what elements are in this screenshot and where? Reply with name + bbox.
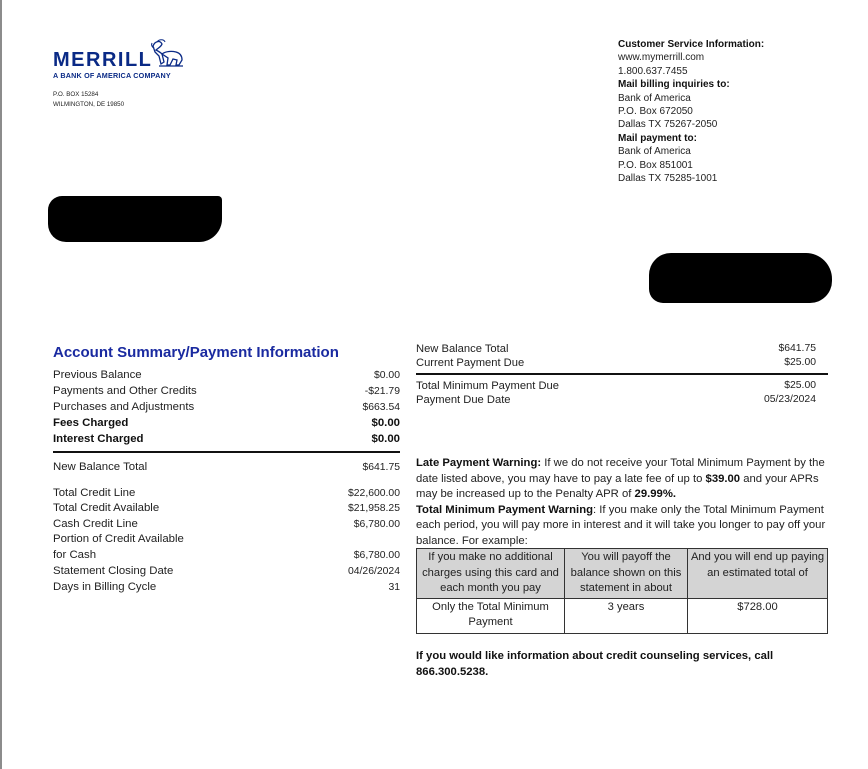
payment-row-due-date (416, 393, 816, 407)
row-value: $0.00 (371, 433, 400, 445)
row-value: $21,958.25 (347, 503, 400, 514)
payment-address-line: Dallas TX 75285-1001 (618, 173, 718, 185)
summary-row-credit-line (53, 486, 400, 501)
row-label: Fees Charged (53, 417, 129, 429)
summary-row-credit-available (53, 501, 400, 516)
billing-address-line: Bank of America (618, 92, 691, 104)
payment-row-new-balance (416, 342, 816, 356)
row-value: $663.54 (362, 402, 400, 413)
table-header-cell: If you make no additional charges using this card and each month you pay (417, 549, 565, 599)
redaction-mark (649, 253, 832, 303)
logo-tagline: A BANK OF AMERICA COMPANY (53, 71, 171, 80)
row-value: 04/26/2024 (347, 566, 400, 577)
table-cell: $728.00 (688, 598, 828, 633)
row-value: 31 (388, 582, 400, 593)
row-label: New Balance Total (53, 461, 148, 473)
row-label: Statement Closing Date (53, 565, 174, 577)
payment-mail-title: Mail payment to: (618, 132, 697, 144)
table-header-cell: And you will end up paying an estimated total of (688, 549, 828, 599)
row-label: Portion of Credit Available (53, 533, 184, 545)
payment-address-line: Bank of America (618, 146, 691, 158)
row-label: Previous Balance (53, 369, 142, 381)
row-value: $0.00 (373, 370, 400, 381)
row-value: $6,780.00 (353, 550, 400, 561)
row-value: $641.75 (362, 462, 400, 473)
row-value: $6,780.00 (353, 519, 400, 530)
return-address-line: WILMINGTON, DE 19850 (53, 101, 125, 108)
cs-title: Customer Service Information: (618, 39, 765, 50)
summary-row-new-balance (53, 460, 400, 475)
row-label: Current Payment Due (416, 357, 525, 369)
cs-phone: 1.800.637.7455 (618, 65, 688, 77)
row-label: for Cash (53, 549, 97, 561)
summary-row-cash-portion (53, 548, 400, 563)
page-edge (0, 0, 2, 769)
row-label: Interest Charged (53, 433, 144, 445)
payoff-estimate-table (416, 548, 828, 634)
logo-wordmark: MERRILL (53, 49, 153, 71)
billing-address-line: P.O. Box 672050 (618, 106, 693, 118)
summary-row-interest (53, 432, 400, 447)
summary-row-purchases (53, 400, 400, 415)
customer-service-info (618, 38, 764, 185)
row-label: Purchases and Adjustments (53, 401, 195, 413)
min-warning-title: Total Minimum Payment Warning (416, 503, 593, 516)
row-label: Payment Due Date (416, 394, 511, 406)
row-label: Days in Billing Cycle (53, 581, 157, 593)
row-value: $641.75 (778, 343, 816, 354)
late-warning-title: Late Payment Warning: (416, 457, 542, 469)
row-label: Cash Credit Line (53, 518, 138, 530)
divider (416, 373, 828, 375)
row-value: 05/23/2024 (763, 394, 816, 405)
table-header-cell: You will payoff the balance shown on this statement in about (565, 549, 688, 599)
merrill-logo (53, 38, 203, 82)
late-warning-text: If we do not receive your Total Minimum Payment by the date listed above, you may have to pay a late fee of up to (416, 457, 825, 485)
table-cell: Only the Total Minimum Payment (417, 598, 565, 633)
payment-warning (416, 456, 828, 550)
summary-row-cash-portion-heading (53, 532, 400, 547)
bull-icon (149, 38, 185, 68)
billing-inquiries-title: Mail billing inquiries to: (618, 79, 730, 91)
summary-row-fees (53, 416, 400, 431)
credit-counseling-note: If you would like information about credit counseling services, call 866.300.5238. (416, 650, 774, 678)
summary-row-payments-credits (53, 384, 400, 399)
row-label: Total Minimum Payment Due (416, 380, 559, 392)
account-summary-title: Account Summary/Payment Information (53, 344, 339, 361)
row-label: Total Credit Available (53, 502, 160, 514)
min-warning-text: : If you make only the Total Minimum Payment each period, you will pay more in interest and it will take you longer to pay off your balance. For example: (416, 503, 826, 547)
summary-row-cash-credit-line (53, 517, 400, 532)
summary-row-billing-days (53, 580, 400, 595)
summary-row-previous-balance (53, 368, 400, 383)
late-fee-amount: $39.00 (705, 472, 741, 485)
table-row (417, 598, 828, 633)
payment-address-line: P.O. Box 851001 (618, 159, 693, 171)
payment-row-current-due (416, 356, 816, 370)
row-value: -$21.79 (364, 386, 400, 397)
return-address-line: P.O. BOX 15284 (53, 91, 99, 98)
cs-website: www.mymerrill.com (618, 52, 705, 64)
row-value: $25.00 (784, 357, 816, 368)
divider (53, 451, 400, 453)
row-value: $22,600.00 (347, 488, 400, 499)
redaction-mark (48, 196, 222, 242)
table-cell: 3 years (565, 598, 688, 633)
table-header-row (417, 549, 828, 599)
late-warning-text: and your APRs may be increased up to the Penalty APR of (416, 472, 819, 501)
row-label: Payments and Other Credits (53, 385, 197, 397)
payment-row-minimum-due (416, 379, 816, 393)
row-label: Total Credit Line (53, 487, 136, 499)
row-value: $25.00 (784, 380, 816, 391)
billing-address-line: Dallas TX 75267-2050 (618, 119, 718, 131)
summary-row-closing-date (53, 564, 400, 579)
penalty-apr: 29.99%. (634, 488, 677, 501)
row-value: $0.00 (371, 417, 400, 429)
row-label: New Balance Total (416, 343, 509, 355)
return-address (53, 90, 124, 110)
